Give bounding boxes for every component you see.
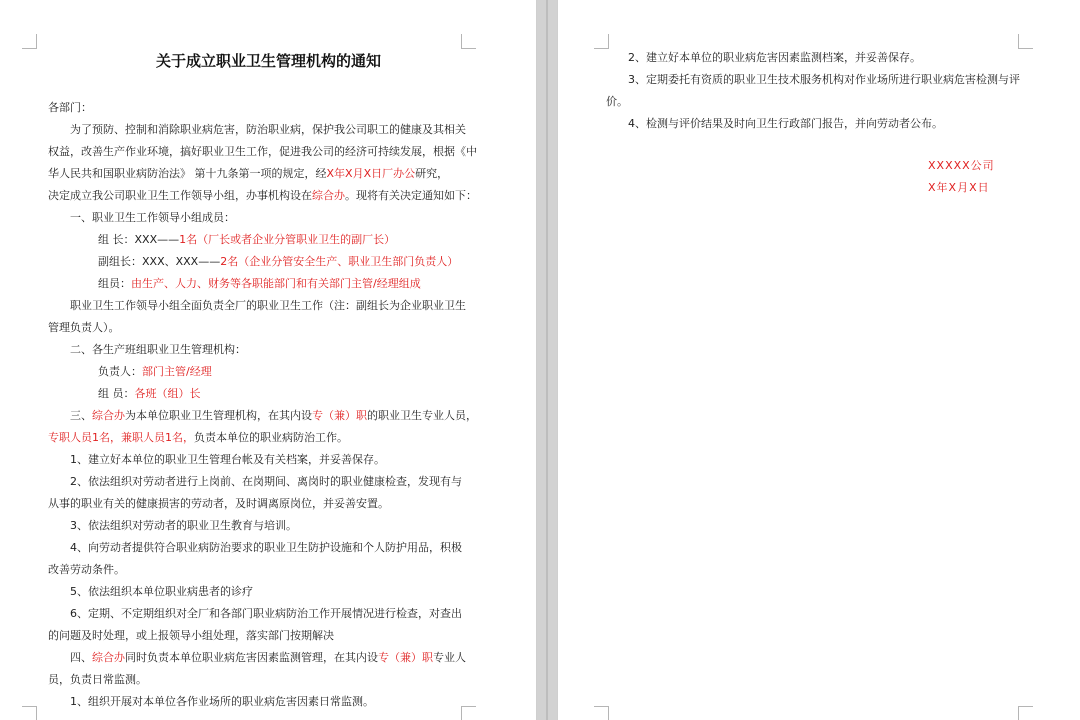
crop-mark-top-left-2 [594, 34, 609, 49]
intro-line-4-text: 决定成立我公司职业卫生工作领导小组，办事机构设在 [48, 189, 312, 202]
section-3-line-2 [48, 427, 348, 449]
deputy-label: 副组长：XXX、XXX—— [98, 255, 221, 268]
section-3-number: 三、 [70, 409, 92, 422]
leader-note: 1名（厂长或者企业分管职业卫生的副厂长） [179, 233, 396, 246]
duty-item-4-cont: 改善劳动条件。 [48, 563, 125, 576]
intro-line-4 [48, 185, 477, 207]
intro-line-2: 权益，改善生产作业环境，搞好职业卫生工作，促进我公司的经济可持续发展，根据《中 [48, 145, 477, 158]
duty-item-2: 2、依法组织对劳动者进行上岗前、在岗期间、离岗时的职业健康检查，发现有与 [70, 475, 462, 488]
crop-mark-bottom-right [461, 706, 476, 720]
section-3-text: 为本单位职业卫生管理机构，在其内设 [125, 409, 312, 422]
intro-line-3 [48, 163, 448, 185]
duty-item-6-cont: 的问题及时处理，或上报领导小组处理，落实部门按期解决 [48, 629, 334, 642]
monitoring-item-1: 1、组织开展对本单位各作业场所的职业病危害因素日常监测。 [70, 695, 374, 708]
duty-item-4: 4、向劳动者提供符合职业病防治要求的职业卫生防护设施和个人防护用品，积极 [70, 541, 462, 554]
signature-company: XXXXX公司 [928, 159, 995, 172]
section-3-staff-type: 专（兼）职 [312, 409, 367, 422]
crop-mark-bottom-left-2 [594, 706, 609, 720]
section-3-duty: 负责本单位的职业病防治工作。 [194, 431, 348, 444]
intro-line-4-tail: 。现将有关决定通知如下： [345, 189, 477, 202]
section-4-text-tail: 专业人 [433, 651, 466, 664]
monitoring-item-2: 2、建立好本单位的职业病危害因素监测档案，并妥善保存。 [628, 51, 921, 64]
monitoring-item-3-cont: 价。 [606, 95, 628, 108]
responsibility-line-1: 职业卫生工作领导小组全面负责全厂的职业卫生工作（注：副组长为企业职业卫生 [70, 299, 466, 312]
team-head-note: 部门主管/经理 [142, 365, 212, 378]
crop-mark-bottom-left [22, 706, 37, 720]
members-line [98, 273, 421, 295]
crop-mark-bottom-right-2 [1018, 706, 1033, 720]
deputy-note: 2名（企业分管安全生产、职业卫生部门负责人） [220, 255, 459, 268]
section-4-office: 综合办 [92, 651, 125, 664]
crop-mark-top-left [22, 34, 37, 49]
section-3-staff-count: 专职人员1名，兼职人员1名， [48, 431, 194, 444]
intro-line-1: 为了预防、控制和消除职业病危害，防治职业病，保护我公司职工的健康及其相关 [70, 123, 466, 136]
section-4-text: 同时负责本单位职业病危害因素监测管理，在其内设 [125, 651, 378, 664]
section-4-line-1 [70, 647, 466, 669]
duty-item-2-cont: 从事的职业有关的健康损害的劳动者，及时调离原岗位，并妥善安置。 [48, 497, 389, 510]
section-3-line-1 [70, 405, 477, 427]
document-page-1 [0, 0, 537, 720]
team-member-label: 组 员： [98, 387, 135, 400]
members-label: 组员： [98, 277, 131, 290]
team-member-line [98, 383, 201, 405]
duty-item-3: 3、依法组织对劳动者的职业卫生教育与培训。 [70, 519, 297, 532]
duty-item-5: 5、依法组织本单位职业病患者的诊疗 [70, 585, 253, 598]
crop-mark-top-right [461, 34, 476, 49]
crop-mark-top-right-2 [1018, 34, 1033, 49]
section-4-number: 四、 [70, 651, 92, 664]
office-highlight: 综合办 [312, 189, 345, 202]
section-1-heading: 一、职业卫生工作领导小组成员： [70, 211, 235, 224]
members-note: 由生产、人力、财务等各职能部门和有关部门主管/经理组成 [131, 277, 421, 290]
monitoring-item-4: 4、检测与评价结果及时向卫生行政部门报告，并向劳动者公布。 [628, 117, 943, 130]
section-4-line-2: 员，负责日常监测。 [48, 673, 147, 686]
document-title: 关于成立职业卫生管理机构的通知 [155, 52, 381, 70]
meeting-date-highlight: X年X月X日厂办公 [326, 167, 416, 180]
deputy-line [98, 251, 458, 273]
section-3-text-tail: 的职业卫生专业人员， [367, 409, 477, 422]
signature-date: X年X月X日 [928, 181, 990, 194]
responsibility-line-2: 管理负责人）。 [48, 321, 120, 334]
section-4-staff-type: 专（兼）职 [378, 651, 433, 664]
salutation: 各部门： [48, 101, 92, 114]
document-page-2 [557, 0, 1080, 720]
team-head-label: 负责人： [98, 365, 142, 378]
intro-line-3-text: 华人民共和国职业病防治法》 第十九条第一项的规定，经 [48, 167, 327, 180]
leader-label: 组 长：XXX—— [98, 233, 180, 246]
team-head-line [98, 361, 212, 383]
section-3-office: 综合办 [92, 409, 125, 422]
duty-item-6: 6、定期、不定期组织对全厂和各部门职业病防治工作开展情况进行检查，对查出 [70, 607, 462, 620]
team-member-note: 各班（组）长 [134, 387, 201, 400]
page-gap [537, 0, 557, 720]
section-2-heading: 二、各生产班组职业卫生管理机构： [70, 343, 246, 356]
intro-line-3-tail: 研究， [415, 167, 449, 180]
monitoring-item-3: 3、定期委托有资质的职业卫生技术服务机构对作业场所进行职业病危害检测与评 [628, 73, 1020, 86]
duty-item-1: 1、建立好本单位的职业卫生管理台帐及有关档案，并妥善保存。 [70, 453, 385, 466]
leader-line [98, 229, 395, 251]
